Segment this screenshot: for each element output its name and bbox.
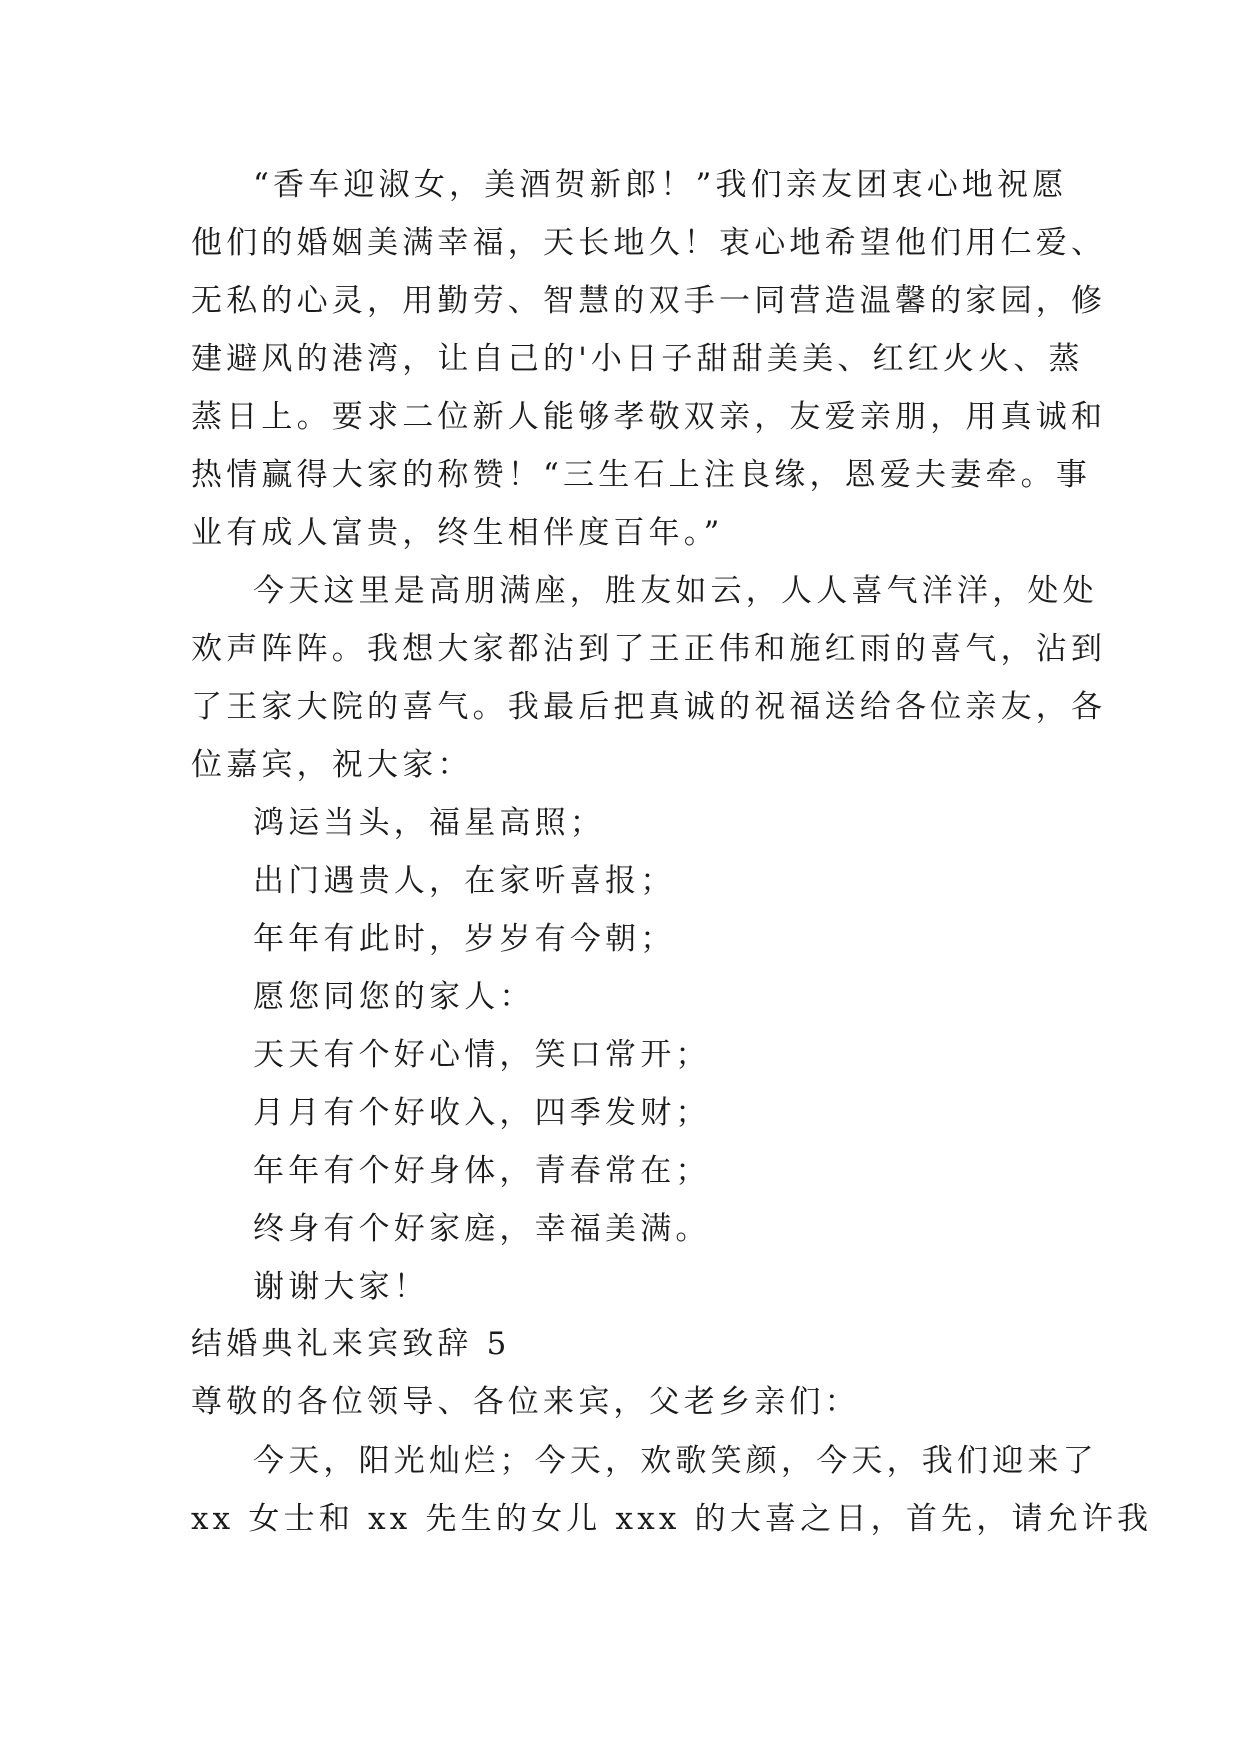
salutation: 尊敬的各位领导、各位来宾，父老乡亲们： bbox=[191, 1384, 860, 1420]
text-line: 终身有个好家庭，幸福美满。 bbox=[253, 1211, 711, 1247]
text-line: 鸿运当头，福星高照； bbox=[253, 805, 605, 841]
text-line: 今天，阳光灿烂；今天，欢歌笑颜，今天，我们迎来了 bbox=[253, 1443, 1098, 1479]
text-line: 今天这里是高朋满座，胜友如云，人人喜气洋洋，处处 bbox=[253, 573, 1098, 609]
text-line: xx 女士和 xx 先生的女儿 xxx 的大喜之日，首先，请允许我 bbox=[191, 1501, 1153, 1537]
text-line: 出门遇贵人，在家听喜报； bbox=[253, 863, 676, 899]
text-line: 欢声阵阵。我想大家都沾到了王正伟和施红雨的喜气，沾到 bbox=[191, 631, 1107, 667]
text-line: 年年有个好身体，青春常在； bbox=[253, 1153, 711, 1189]
section-heading: 结婚典礼来宾致辞 5 bbox=[191, 1326, 511, 1362]
text-line: 年年有此时，岁岁有今朝； bbox=[253, 921, 676, 957]
text-line: “香车迎淑女，美酒贺新郎！”我们亲友团衷心地祝愿 bbox=[253, 167, 1068, 203]
text-line: 热情赢得大家的称赞！“三生石上注良缘，恩爱夫妻牵。事 bbox=[191, 457, 1092, 493]
text-line: 业有成人富贵，终生相伴度百年。” bbox=[191, 515, 724, 551]
text-line: 了王家大院的喜气。我最后把真诚的祝福送给各位亲友，各 bbox=[191, 689, 1107, 725]
text-line: 建避风的港湾，让自己的'小日子甜甜美美、红红火火、蒸 bbox=[191, 341, 1084, 377]
text-line: 月月有个好收入，四季发财； bbox=[253, 1095, 711, 1131]
text-line: 谢谢大家！ bbox=[253, 1269, 429, 1305]
text-line: 天天有个好心情，笑口常开； bbox=[253, 1037, 711, 1073]
text-line: 愿您同您的家人： bbox=[253, 979, 535, 1015]
text-line: 无私的心灵，用勤劳、智慧的双手一同营造温馨的家园，修 bbox=[191, 283, 1107, 319]
text-line: 位嘉宾，祝大家： bbox=[191, 747, 473, 783]
text-line: 他们的婚姻美满幸福，天长地久！衷心地希望他们用仁爱、 bbox=[191, 225, 1107, 261]
text-line: 蒸日上。要求二位新人能够孝敬双亲，友爱亲朋，用真诚和 bbox=[191, 399, 1107, 435]
